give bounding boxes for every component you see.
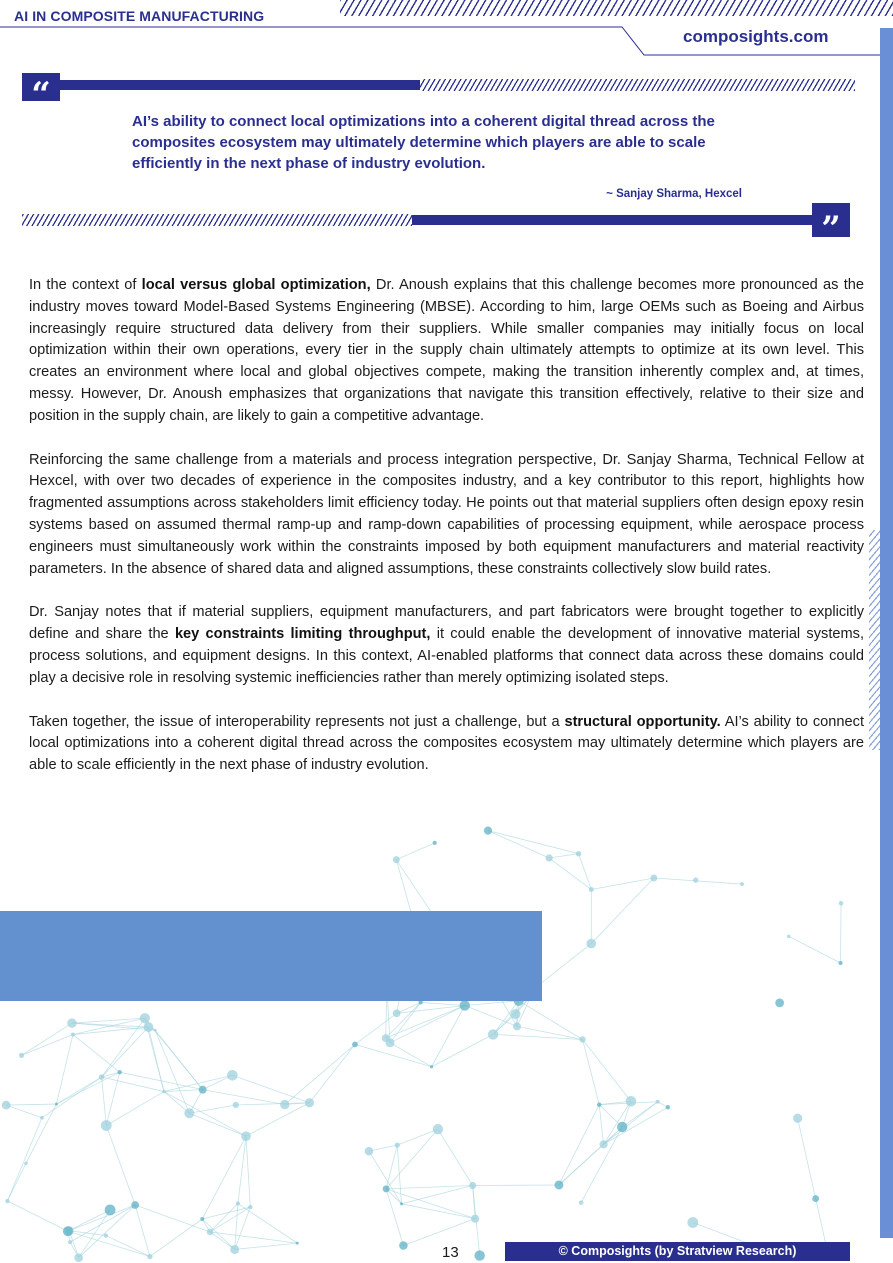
network-node: [184, 1108, 194, 1118]
network-link: [473, 1185, 559, 1186]
section-title: AI IN COMPOSITE MANUFACTURING: [14, 8, 265, 24]
network-node: [200, 1217, 204, 1221]
network-node: [162, 1090, 166, 1094]
network-link: [549, 854, 578, 858]
copyright-banner: © Composights (by Stratview Research): [505, 1242, 850, 1261]
quote-bottom-bar: [412, 215, 812, 225]
network-link: [7, 1118, 42, 1201]
network-link: [386, 1002, 421, 1038]
network-link: [21, 1035, 72, 1056]
network-node: [140, 1013, 150, 1023]
network-node: [236, 1201, 240, 1205]
network-link: [355, 1044, 432, 1066]
network-link: [238, 1136, 246, 1203]
network-link: [386, 1189, 475, 1219]
network-node: [579, 1200, 584, 1205]
quote-top-hatch: [420, 79, 855, 91]
network-node: [793, 1114, 802, 1123]
network-node: [433, 841, 437, 845]
network-link: [421, 1002, 465, 1005]
network-node: [510, 1009, 520, 1019]
network-node: [400, 1202, 403, 1205]
network-node: [626, 1096, 637, 1107]
quote-top-bar: [60, 80, 420, 90]
network-link: [7, 1163, 26, 1201]
network-node: [154, 1029, 157, 1032]
network-node: [393, 1009, 401, 1017]
network-node: [68, 1240, 72, 1244]
network-link: [102, 1027, 149, 1077]
network-node: [230, 1245, 239, 1254]
paragraph-2: Reinforcing the same challenge from a materials and process integration perspective, Dr. Sanjay Sharma, Technical Fellow at Hexcel, with over two decades of experience in the composites industry, and a key contributor to this report, highlights how fragmented assumptions across stakeholders limit efficiency today. He points out that material suppliers often design epoxy resin systems based on assumed thermal ramp-up and ramp-down capabilities of processing equipment, while aerospace process engineers must simultaneously work within the constraints imposed by both equipment manufacturers and material reactivity parameters. In the absence of shared data and aligned assumptions, these constraints collectively slow build rates.: [29, 451, 864, 577]
network-node: [650, 875, 657, 882]
network-link: [164, 1092, 189, 1114]
network-link: [210, 1207, 250, 1232]
network-link: [68, 1231, 150, 1256]
network-link: [202, 1207, 250, 1219]
network-node: [838, 961, 842, 965]
network-link: [396, 843, 434, 860]
network-link: [519, 1001, 583, 1040]
network-node: [617, 1122, 627, 1132]
network-link: [390, 1002, 421, 1042]
network-node: [693, 877, 698, 882]
network-node: [352, 1041, 358, 1047]
network-node: [433, 1124, 443, 1134]
network-node: [241, 1131, 251, 1141]
network-link: [397, 1129, 438, 1145]
network-link: [70, 1205, 135, 1242]
network-node: [104, 1233, 108, 1237]
network-link: [56, 1035, 73, 1105]
network-link: [102, 1077, 107, 1125]
network-link: [816, 1199, 827, 1247]
network-link: [106, 1072, 119, 1125]
network-node: [546, 854, 553, 861]
network-node: [74, 1253, 83, 1262]
network-node: [71, 1032, 75, 1036]
network-node: [101, 1120, 112, 1131]
network-link: [309, 1044, 354, 1102]
network-node: [471, 1215, 479, 1223]
network-link: [73, 1035, 120, 1073]
network-node: [579, 1036, 585, 1042]
paragraph-4: Taken together, the issue of interoperability represents not just a challenge, but a structural opportunity. AI’s ability to connect local optimizations into a coherent digital thread across the composites ecosystem may ultimately determine which players are able to scale efficiently in the next phase of industry evolution.: [29, 713, 864, 774]
quote-bottom-hatch: [22, 214, 412, 226]
network-node: [586, 939, 596, 949]
network-link: [69, 1205, 135, 1231]
network-link: [106, 1126, 135, 1206]
network-node: [513, 1022, 521, 1030]
network-node: [576, 851, 581, 856]
network-node: [488, 1029, 498, 1039]
open-quote-icon: “: [22, 73, 60, 101]
network-node: [393, 856, 400, 863]
network-node: [99, 1074, 105, 1080]
network-link: [246, 1103, 309, 1136]
network-node: [787, 935, 790, 938]
network-link: [583, 1039, 600, 1104]
network-node: [812, 1195, 819, 1202]
pull-quote-author: ~ Sanjay Sharma, Hexcel: [606, 188, 742, 200]
network-node: [5, 1199, 9, 1203]
network-link: [599, 1105, 603, 1145]
network-link: [559, 1127, 622, 1185]
network-link: [488, 831, 579, 854]
network-node: [2, 1101, 11, 1110]
network-link: [438, 1129, 473, 1185]
network-link: [56, 1072, 119, 1104]
network-node: [227, 1070, 238, 1081]
network-link: [203, 1090, 285, 1105]
network-link: [235, 1243, 298, 1249]
network-link: [42, 1077, 102, 1118]
network-link: [6, 1104, 56, 1105]
network-link: [465, 1005, 517, 1026]
network-link: [106, 1236, 150, 1257]
network-node: [430, 1065, 433, 1068]
article-body: [29, 275, 864, 799]
network-link: [403, 1219, 475, 1246]
network-link: [604, 1101, 631, 1144]
network-link: [549, 858, 591, 890]
network-link: [238, 1204, 297, 1244]
pull-quote-text: AI’s ability to connect local optimizations into a coherent digital thread across the composites ecosystem may ultimately determine which players are able to scale efficiently in the next phase of industry evolution.: [132, 113, 715, 172]
page-number: 13: [442, 1244, 459, 1261]
network-node: [296, 1242, 299, 1245]
network-link: [26, 1104, 56, 1163]
network-link: [789, 936, 841, 963]
network-link: [581, 1127, 622, 1203]
network-node: [199, 1086, 207, 1094]
network-link: [369, 1145, 397, 1151]
network-node: [144, 1022, 154, 1032]
network-link: [798, 1118, 816, 1198]
network-node: [554, 1180, 563, 1189]
network-link: [21, 1023, 72, 1055]
network-node: [67, 1018, 76, 1027]
network-node: [105, 1205, 116, 1216]
network-node: [656, 1100, 660, 1104]
network-node: [589, 887, 594, 892]
network-link: [135, 1205, 150, 1256]
network-node: [248, 1205, 252, 1209]
network-link: [285, 1044, 355, 1104]
network-link: [246, 1136, 250, 1207]
network-node: [365, 1147, 374, 1156]
paragraph-3: Dr. Sanjay notes that if material suppliers, equipment manufacturers, and part fabricators were brought together to explicitly define and share the key constraints limiting throughput, it could enable the development of innovative material systems, process solutions, and equipment designs. In this context, AI-enabled platforms that connect data across these domains could play a decisive role in resolving systemic inefficiencies rather than merely optimizing isolated steps.: [29, 604, 865, 686]
network-link: [397, 1145, 401, 1204]
network-node: [280, 1100, 289, 1109]
right-edge-bar: [880, 28, 893, 1238]
network-node: [233, 1102, 239, 1108]
network-link: [369, 1151, 402, 1204]
network-link: [488, 831, 549, 858]
network-node: [597, 1102, 601, 1106]
network-node: [740, 882, 744, 886]
network-link: [135, 1205, 210, 1232]
network-link: [583, 1039, 631, 1101]
network-node: [383, 1185, 390, 1192]
network-link: [164, 1092, 246, 1137]
network-link: [106, 1092, 164, 1126]
network-node: [305, 1098, 314, 1107]
network-link: [386, 1186, 472, 1189]
network-node: [839, 901, 844, 906]
close-quote-icon: ”: [812, 203, 850, 237]
network-link: [559, 1105, 599, 1185]
network-node: [484, 827, 492, 835]
network-node: [399, 1241, 408, 1250]
network-link: [73, 1027, 148, 1034]
network-node: [40, 1116, 44, 1120]
network-link: [604, 1107, 668, 1144]
network-link: [390, 1043, 432, 1067]
network-node: [55, 1103, 58, 1106]
network-node: [474, 1250, 484, 1260]
accent-blue-panel: [0, 911, 542, 1001]
network-node: [395, 1142, 400, 1147]
network-link: [6, 1105, 42, 1118]
network-link: [465, 1001, 519, 1006]
network-node: [666, 1105, 670, 1109]
network-node: [63, 1226, 73, 1236]
network-node: [19, 1053, 24, 1058]
site-name[interactable]: composights.com: [683, 27, 829, 46]
network-node: [419, 1000, 423, 1004]
network-link: [432, 1034, 494, 1066]
network-link: [155, 1030, 189, 1113]
network-node: [131, 1201, 139, 1209]
right-hatch-decoration: [869, 530, 880, 750]
network-node: [775, 999, 784, 1008]
network-link: [232, 1075, 309, 1102]
network-link: [56, 1077, 101, 1104]
network-node: [147, 1254, 152, 1259]
network-background-graphic: [0, 820, 880, 1263]
network-link: [189, 1113, 246, 1136]
network-node: [460, 1000, 470, 1010]
network-link: [68, 1210, 110, 1231]
network-node: [117, 1070, 121, 1074]
network-node: [382, 1034, 390, 1042]
network-node: [687, 1217, 698, 1228]
network-node: [207, 1229, 214, 1236]
network-link: [579, 854, 592, 890]
network-link: [7, 1201, 67, 1231]
network-node: [599, 1140, 607, 1148]
network-link: [604, 1102, 658, 1145]
network-link: [432, 1005, 465, 1066]
network-node: [24, 1161, 28, 1165]
network-link: [202, 1136, 246, 1219]
network-node: [469, 1182, 476, 1189]
network-link: [150, 1219, 202, 1257]
paragraph-1: In the context of local versus global optimization, Dr. Anoush explains that this challenge becomes more pronounced as the industry moves toward Model-Based Systems Engineering (MBSE). According to him, large OEMs such as Boeing and Airbus increasingly require structured data delivery from their suppliers. While smaller companies may initially focus on local optimization within their own operations, every tier in the supply chain ultimately attempts to optimize at its own level. This creates an environment where local and global objectives compete, making the transition inherently complex and, at times, messy. However, Dr. Anoush emphasizes that organizations that navigate this transition effectively, relative to their size and position in the supply chain, are likely to gain a competitive advantage.: [29, 277, 864, 424]
